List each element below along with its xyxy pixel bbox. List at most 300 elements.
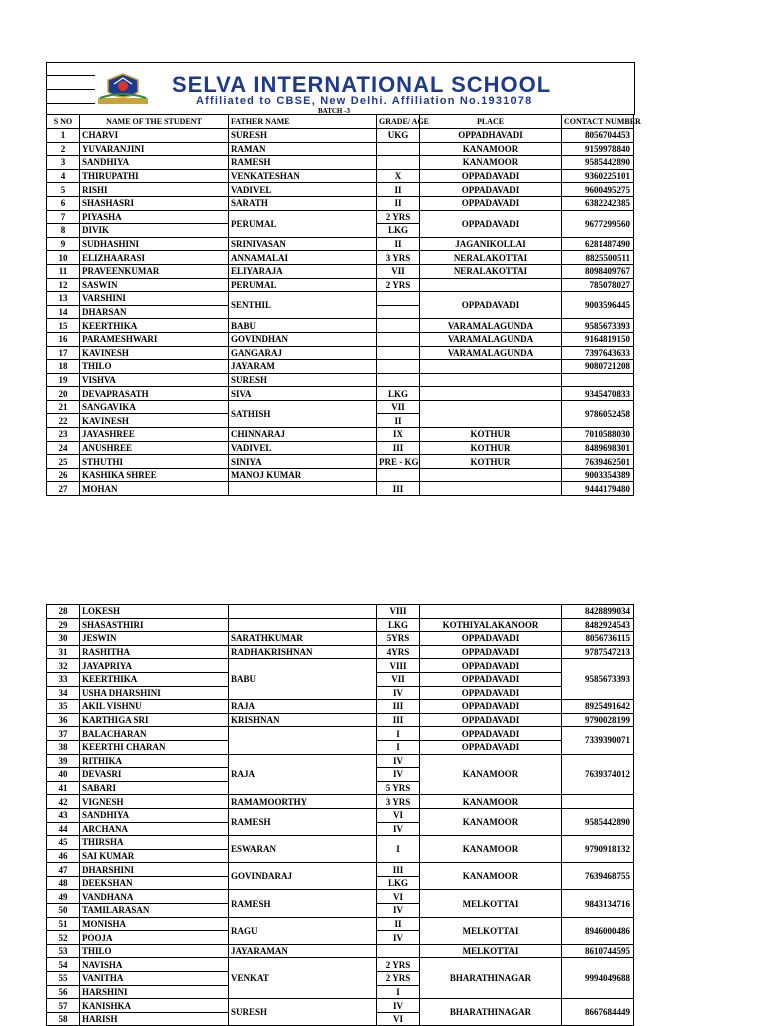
cell-grade <box>377 373 420 387</box>
cell-father: RADHAKRISHNAN <box>229 645 377 659</box>
cell-grade: III <box>377 482 420 496</box>
cell-contact: 6382242385 <box>562 196 634 210</box>
cell-name: ELIZHAARASI <box>80 251 229 265</box>
table-row <box>47 360 634 374</box>
cell-place: OPPADAVADI <box>420 672 562 686</box>
cell-name: DEVAPRASATH <box>80 387 229 401</box>
cell-contact: 9843134716 <box>562 890 634 917</box>
cell-place: OPPADAVADI <box>420 183 562 197</box>
cell-name: SHASHASRI <box>80 196 229 210</box>
cell-father: CHINNARAJ <box>229 428 377 442</box>
cell-grade <box>377 292 420 306</box>
table-row <box>47 346 634 360</box>
cell-name: YUVARANJINI <box>80 142 229 156</box>
table-row <box>47 428 634 442</box>
table-row <box>47 863 634 877</box>
cell-grade: I <box>377 727 420 741</box>
affiliation-text: Affiliated to CBSE, New Delhi. Affiliation No.1931078 <box>196 95 533 107</box>
cell-grade: UKG <box>377 129 420 143</box>
cell-name: USHA DHARSHINI <box>80 686 229 700</box>
table-body-2 <box>47 605 634 1026</box>
cell-sno: 50 <box>47 904 80 918</box>
table-row <box>47 264 634 278</box>
cell-grade: III <box>377 713 420 727</box>
table-row <box>47 605 634 619</box>
cell-place: OPPADAVADI <box>420 740 562 754</box>
cell-sno: 13 <box>47 292 80 306</box>
cell-sno: 43 <box>47 808 80 822</box>
column-header-sno: S NO <box>47 115 80 129</box>
cell-sno: 2 <box>47 142 80 156</box>
cell-grade: III <box>377 441 420 455</box>
cell-sno: 56 <box>47 985 80 999</box>
cell-name: JAYAPRIYA <box>80 659 229 673</box>
cell-sno: 53 <box>47 944 80 958</box>
cell-sno: 51 <box>47 917 80 931</box>
cell-father: SRINIVASAN <box>229 237 377 251</box>
cell-contact: 8056704453 <box>562 129 634 143</box>
cell-name: SAI KUMAR <box>80 849 229 863</box>
cell-place: KANAMOOR <box>420 836 562 863</box>
cell-name: SASWIN <box>80 278 229 292</box>
cell-contact: 7639374012 <box>562 754 634 795</box>
cell-name: KEERTHI CHARAN <box>80 740 229 754</box>
cell-grade: III <box>377 863 420 877</box>
cell-place: OPPADAVADI <box>420 686 562 700</box>
table-row <box>47 659 634 673</box>
cell-grade: 3 YRS <box>377 795 420 809</box>
cell-place: KOTHIYALAKANOOR <box>420 618 562 632</box>
cell-place <box>420 278 562 292</box>
cell-father: VENKATESHAN <box>229 169 377 183</box>
table-row <box>47 400 634 414</box>
table-row <box>47 890 634 904</box>
cell-name: DHARSAN <box>80 305 229 319</box>
table-row <box>47 210 634 224</box>
cell-grade: PRE - KG <box>377 455 420 469</box>
cell-father: RAMESH <box>229 890 377 917</box>
cell-place: MELKOTTAI <box>420 917 562 944</box>
student-table-1 <box>46 114 641 496</box>
cell-contact: 8056736115 <box>562 632 634 646</box>
cell-name: SHASASTHIRI <box>80 618 229 632</box>
cell-sno: 23 <box>47 428 80 442</box>
table-row <box>47 836 634 850</box>
table-row <box>47 387 634 401</box>
cell-sno: 41 <box>47 781 80 795</box>
cell-grade <box>377 468 420 482</box>
cell-contact: 8489698301 <box>562 441 634 455</box>
cell-grade: 2 YRS <box>377 972 420 986</box>
cell-father: PERUMAL <box>229 278 377 292</box>
batch-label: BATCH -3 <box>318 107 350 115</box>
cell-sno: 33 <box>47 672 80 686</box>
cell-sno: 36 <box>47 713 80 727</box>
cell-contact <box>562 373 634 387</box>
cell-sno: 19 <box>47 373 80 387</box>
cell-father: JAYARAM <box>229 360 377 374</box>
table-row <box>47 632 634 646</box>
cell-grade <box>377 319 420 333</box>
cell-contact: 9159978840 <box>562 142 634 156</box>
cell-place: MELKOTTAI <box>420 890 562 917</box>
cell-sno: 44 <box>47 822 80 836</box>
cell-name: HARSHINI <box>80 985 229 999</box>
cell-sno: 15 <box>47 319 80 333</box>
cell-father: SIVA <box>229 387 377 401</box>
table-row <box>47 455 634 469</box>
cell-father: RAMAMOORTHY <box>229 795 377 809</box>
table-row <box>47 808 634 822</box>
cell-father: VENKAT <box>229 958 377 999</box>
cell-name: VANDHANA <box>80 890 229 904</box>
cell-father: RAGU <box>229 917 377 944</box>
cell-father: SINIYA <box>229 455 377 469</box>
cell-grade: LKG <box>377 224 420 238</box>
cell-place: OPPADAVADI <box>420 659 562 673</box>
cell-place <box>420 482 562 496</box>
cell-grade: 5 YRS <box>377 781 420 795</box>
cell-grade <box>377 305 420 319</box>
table-row <box>47 183 634 197</box>
cell-name: SUDHASHINI <box>80 237 229 251</box>
table-row <box>47 618 634 632</box>
cell-sno: 1 <box>47 129 80 143</box>
cell-name: JAYASHREE <box>80 428 229 442</box>
cell-contact: 9003354389 <box>562 468 634 482</box>
cell-father <box>229 605 377 619</box>
cell-place <box>420 468 562 482</box>
cell-contact: 7639468755 <box>562 863 634 890</box>
cell-name: RASHITHA <box>80 645 229 659</box>
cell-name: NAVISHA <box>80 958 229 972</box>
cell-name: VIGNESH <box>80 795 229 809</box>
cell-grade: VIII <box>377 605 420 619</box>
cell-grade: I <box>377 985 420 999</box>
cell-grade: III <box>377 700 420 714</box>
cell-sno: 9 <box>47 237 80 251</box>
cell-father: GANGARAJ <box>229 346 377 360</box>
cell-place: OPPADAVADI <box>420 632 562 646</box>
cell-name: PIYASHA <box>80 210 229 224</box>
cell-name: KEERTHIKA <box>80 672 229 686</box>
cell-contact: 9080721208 <box>562 360 634 374</box>
table-row <box>47 129 634 143</box>
cell-father: ANNAMALAI <box>229 251 377 265</box>
cell-sno: 57 <box>47 999 80 1013</box>
cell-sno: 6 <box>47 196 80 210</box>
cell-father: BABU <box>229 319 377 333</box>
cell-grade: 2 YRS <box>377 210 420 224</box>
cell-place: KOTHUR <box>420 428 562 442</box>
cell-name: ANUSHREE <box>80 441 229 455</box>
cell-name: SANDHIYA <box>80 808 229 822</box>
cell-name: THIRUPATHI <box>80 169 229 183</box>
cell-name: MOHAN <box>80 482 229 496</box>
cell-sno: 22 <box>47 414 80 428</box>
table-row <box>47 373 634 387</box>
cell-name: DIVIK <box>80 224 229 238</box>
cell-father: SARATHKUMAR <box>229 632 377 646</box>
cell-place: OPPADAVADI <box>420 727 562 741</box>
cell-sno: 35 <box>47 700 80 714</box>
cell-name: BALACHARAN <box>80 727 229 741</box>
cell-name: THILO <box>80 360 229 374</box>
cell-name: KANISHKA <box>80 999 229 1013</box>
cell-father: RAMESH <box>229 156 377 170</box>
cell-sno: 18 <box>47 360 80 374</box>
cell-name: SANGAVIKA <box>80 400 229 414</box>
cell-sno: 25 <box>47 455 80 469</box>
cell-father: SURESH <box>229 999 377 1026</box>
cell-father <box>229 727 377 754</box>
cell-name: ARCHANA <box>80 822 229 836</box>
cell-grade: I <box>377 740 420 754</box>
cell-grade: II <box>377 917 420 931</box>
cell-grade: VIII <box>377 659 420 673</box>
cell-name: MONISHA <box>80 917 229 931</box>
table-row <box>47 332 634 346</box>
cell-place: NERALAKOTTAI <box>420 264 562 278</box>
cell-contact: 9585673393 <box>562 659 634 700</box>
cell-sno: 29 <box>47 618 80 632</box>
cell-contact: 6281487490 <box>562 237 634 251</box>
table-row <box>47 944 634 958</box>
cell-sno: 24 <box>47 441 80 455</box>
cell-grade: IV <box>377 686 420 700</box>
table-row <box>47 958 634 972</box>
cell-name: KASHIKA SHREE <box>80 468 229 482</box>
cell-place: OPPADAVADI <box>420 210 562 237</box>
cell-name: KAVINESH <box>80 414 229 428</box>
cell-place: OPPADAVADI <box>420 196 562 210</box>
column-header-name: NAME OF THE STUDENT <box>80 115 229 129</box>
cell-father: SENTHIL <box>229 292 377 319</box>
cell-father: MANOJ KUMAR <box>229 468 377 482</box>
cell-sno: 45 <box>47 836 80 850</box>
table-row <box>47 917 634 931</box>
cell-father: RAJA <box>229 700 377 714</box>
cell-contact: 8946000486 <box>562 917 634 944</box>
cell-grade: IV <box>377 822 420 836</box>
cell-grade <box>377 346 420 360</box>
cell-name: SANDHIYA <box>80 156 229 170</box>
cell-name: STHUTHI <box>80 455 229 469</box>
cell-name: KARTHIGA SRI <box>80 713 229 727</box>
cell-name: HARISH <box>80 1012 229 1026</box>
table-row <box>47 237 634 251</box>
cell-sno: 39 <box>47 754 80 768</box>
cell-grade: 2 YRS <box>377 958 420 972</box>
cell-grade: IV <box>377 931 420 945</box>
cell-place: BHARATHINAGAR <box>420 958 562 999</box>
cell-name: VANITHA <box>80 972 229 986</box>
cell-father: SURESH <box>229 129 377 143</box>
cell-name: CHARVI <box>80 129 229 143</box>
cell-grade <box>377 944 420 958</box>
table-row <box>47 156 634 170</box>
cell-name: JESWIN <box>80 632 229 646</box>
cell-father: RAMAN <box>229 142 377 156</box>
table-body-1 <box>47 129 634 496</box>
cell-father: SATHISH <box>229 400 377 427</box>
cell-sno: 21 <box>47 400 80 414</box>
cell-contact: 8667684449 <box>562 999 634 1026</box>
cell-father: RAMESH <box>229 808 377 835</box>
table-row <box>47 169 634 183</box>
cell-contact: 9790028199 <box>562 713 634 727</box>
table-header-row <box>47 115 634 129</box>
header-rule <box>47 89 95 90</box>
cell-place <box>420 605 562 619</box>
cell-contact: 9677299560 <box>562 210 634 237</box>
cell-grade: LKG <box>377 618 420 632</box>
cell-father: SARATH <box>229 196 377 210</box>
cell-sno: 47 <box>47 863 80 877</box>
table-row <box>47 727 634 741</box>
cell-sno: 14 <box>47 305 80 319</box>
cell-contact: 9003596445 <box>562 292 634 319</box>
cell-contact: 7010588030 <box>562 428 634 442</box>
cell-name: POOJA <box>80 931 229 945</box>
cell-place: VARAMALAGUNDA <box>420 319 562 333</box>
cell-grade <box>377 360 420 374</box>
cell-father: GOVINDARAJ <box>229 863 377 890</box>
cell-name: DHARSHINI <box>80 863 229 877</box>
table-row <box>47 278 634 292</box>
cell-sno: 34 <box>47 686 80 700</box>
cell-place <box>420 360 562 374</box>
cell-place: OPPADAVADI <box>420 292 562 319</box>
cell-grade: 5YRS <box>377 632 420 646</box>
table-row <box>47 482 634 496</box>
cell-name: RISHI <box>80 183 229 197</box>
cell-place: OPPADAVADI <box>420 169 562 183</box>
cell-father: VADIVEL <box>229 441 377 455</box>
cell-sno: 42 <box>47 795 80 809</box>
cell-sno: 11 <box>47 264 80 278</box>
cell-contact: 9585673393 <box>562 319 634 333</box>
cell-sno: 26 <box>47 468 80 482</box>
cell-grade: IV <box>377 999 420 1013</box>
cell-father <box>229 482 377 496</box>
cell-father: RAJA <box>229 754 377 795</box>
cell-sno: 37 <box>47 727 80 741</box>
cell-name: LOKESH <box>80 605 229 619</box>
table-row <box>47 468 634 482</box>
header-rule <box>47 75 95 76</box>
table-row <box>47 319 634 333</box>
cell-sno: 5 <box>47 183 80 197</box>
cell-place: OPPADHAVADI <box>420 129 562 143</box>
cell-name: VARSHINI <box>80 292 229 306</box>
cell-sno: 7 <box>47 210 80 224</box>
cell-contact: 7339390071 <box>562 727 634 754</box>
cell-place: JAGANIKOLLAI <box>420 237 562 251</box>
cell-sno: 48 <box>47 876 80 890</box>
table-row <box>47 795 634 809</box>
cell-sno: 8 <box>47 224 80 238</box>
cell-grade <box>377 142 420 156</box>
cell-name: RITHIKA <box>80 754 229 768</box>
cell-contact: 7397643633 <box>562 346 634 360</box>
cell-place: OPPADAVADI <box>420 713 562 727</box>
cell-sno: 10 <box>47 251 80 265</box>
table-row <box>47 196 634 210</box>
cell-contact: 9164819150 <box>562 332 634 346</box>
cell-grade: VI <box>377 1012 420 1026</box>
cell-contact: 8610744595 <box>562 944 634 958</box>
cell-contact: 8925491642 <box>562 700 634 714</box>
cell-name: THIRSHA <box>80 836 229 850</box>
cell-place: OPPADAVADI <box>420 700 562 714</box>
cell-grade: IV <box>377 754 420 768</box>
cell-contact: 785078027 <box>562 278 634 292</box>
cell-sno: 52 <box>47 931 80 945</box>
cell-father: BABU <box>229 659 377 700</box>
cell-place: OPPADAVADI <box>420 645 562 659</box>
cell-place: KOTHUR <box>420 455 562 469</box>
cell-place: KANAMOOR <box>420 808 562 835</box>
cell-place <box>420 387 562 401</box>
cell-grade: IV <box>377 768 420 782</box>
cell-father: ESWARAN <box>229 836 377 863</box>
cell-sno: 12 <box>47 278 80 292</box>
cell-name: AKIL VISHNU <box>80 700 229 714</box>
cell-grade: VII <box>377 400 420 414</box>
cell-father: ELIYARAJA <box>229 264 377 278</box>
cell-sno: 3 <box>47 156 80 170</box>
cell-place: NERALAKOTTAI <box>420 251 562 265</box>
cell-name: THILO <box>80 944 229 958</box>
cell-sno: 32 <box>47 659 80 673</box>
cell-grade: LKG <box>377 876 420 890</box>
cell-name: KAVINESH <box>80 346 229 360</box>
cell-name: TAMILARASAN <box>80 904 229 918</box>
table-row <box>47 713 634 727</box>
cell-sno: 55 <box>47 972 80 986</box>
cell-sno: 16 <box>47 332 80 346</box>
cell-father: VADIVEL <box>229 183 377 197</box>
cell-grade: 2 YRS <box>377 278 420 292</box>
cell-grade: 3 YRS <box>377 251 420 265</box>
column-header-place: PLACE <box>420 115 562 129</box>
cell-sno: 28 <box>47 605 80 619</box>
cell-name: KEERTHIKA <box>80 319 229 333</box>
cell-place: VARAMALAGUNDA <box>420 332 562 346</box>
cell-grade <box>377 156 420 170</box>
table-row <box>47 441 634 455</box>
cell-place: KOTHUR <box>420 441 562 455</box>
cell-contact: 9786052458 <box>562 400 634 427</box>
column-header-father: FATHER NAME <box>229 115 377 129</box>
cell-grade: VI <box>377 808 420 822</box>
cell-grade: VII <box>377 672 420 686</box>
cell-place: KANAMOOR <box>420 142 562 156</box>
cell-contact: 9444179480 <box>562 482 634 496</box>
cell-sno: 17 <box>47 346 80 360</box>
cell-sno: 31 <box>47 645 80 659</box>
cell-father: JAYARAMAN <box>229 944 377 958</box>
cell-contact: 9360225101 <box>562 169 634 183</box>
cell-father: GOVINDHAN <box>229 332 377 346</box>
cell-father: SURESH <box>229 373 377 387</box>
table-row <box>47 700 634 714</box>
school-name: SELVA INTERNATIONAL SCHOOL <box>172 72 552 97</box>
cell-contact: 8825500511 <box>562 251 634 265</box>
cell-sno: 58 <box>47 1012 80 1026</box>
cell-grade: II <box>377 196 420 210</box>
